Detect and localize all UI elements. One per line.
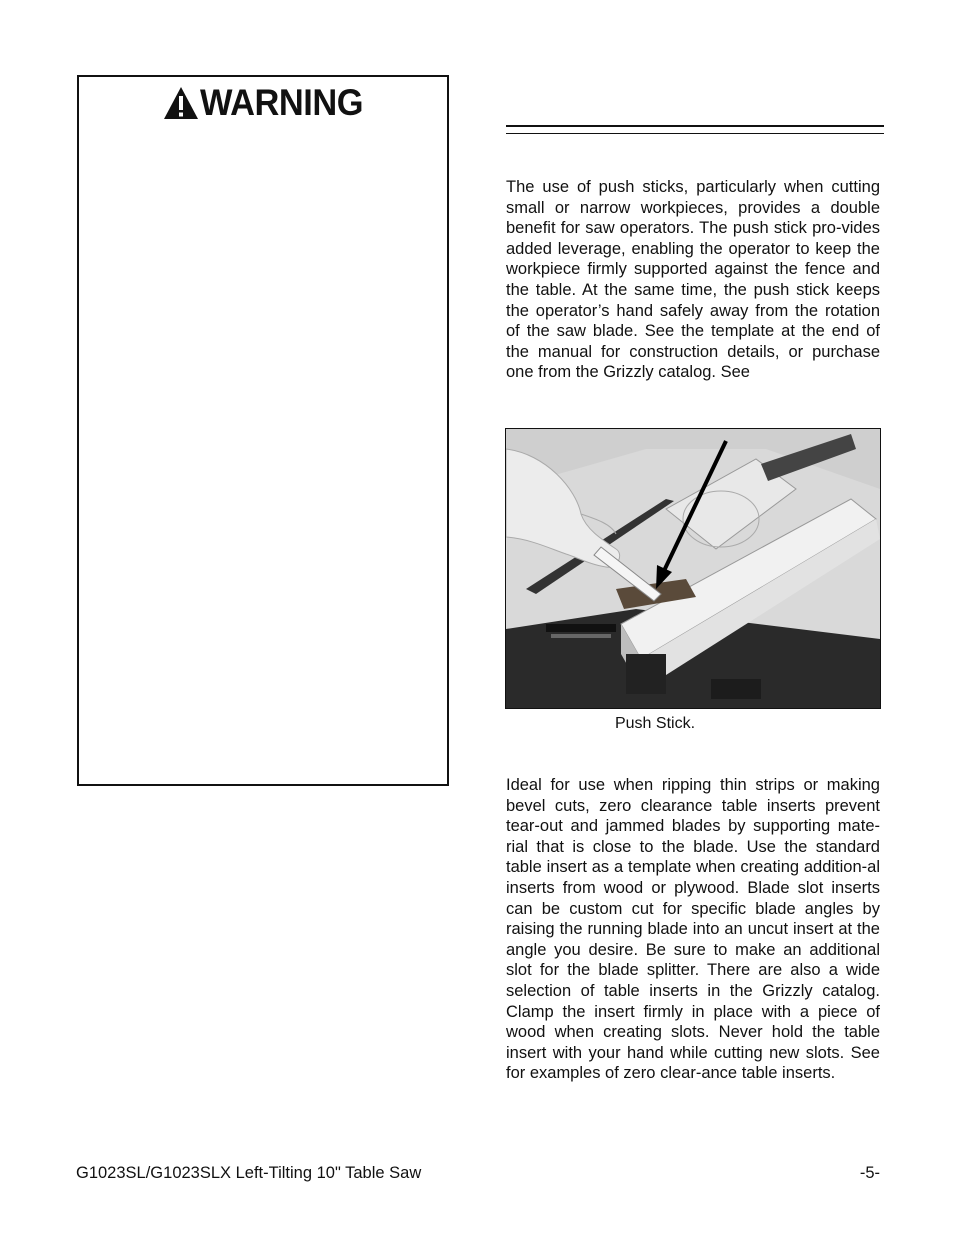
zero-clearance-paragraph: Ideal for use when ripping thin strips or making bevel cuts, zero clearance table inserts prevent tear-out and jammed blades by supporting mate-rial that is close to the blade. Use the standard table insert as a template when creating addition-al inserts from wood or plywood. Blade slot inserts can be custom cut for specific blade angles by raising the running blade into an uncut insert at the angle you desire. Be sure to make an additional slot for the blade splitter. There are also a wide selection of table inserts in the Grizzly catalog. Clamp the insert firmly in place with a piece of wood when creating slots. Never hold the table insert with your hand while cutting new slots. See for examples of zero clear-ance table inserts.: [506, 776, 880, 1083]
warning-box: [77, 75, 449, 786]
footer-title: G1023SL/G1023SLX Left-Tilting 10" Table Saw: [76, 1164, 422, 1182]
warning-title: WARNING: [200, 82, 364, 123]
warning-header: [163, 83, 375, 123]
push-stick-photo: [505, 428, 881, 709]
section-rule-top: [506, 125, 884, 127]
warning-triangle-icon: [163, 86, 199, 120]
page-number: -5-: [859, 1164, 880, 1182]
push-stick-caption: Push Stick.: [614, 715, 696, 732]
section-rule-bottom: [506, 133, 884, 134]
push-stick-paragraph: The use of push sticks, particularly when cutting small or narrow workpieces, provides a double benefit for saw operators. The push stick pro-vides added leverage, enabling the operator to keep the workpiece firmly supported against the fence and the table. At the same time, the push stick keeps the operator’s hand safely away from the rotation of the saw blade. See the template at the end of the manual for construction details, or purchase one from the Grizzly catalog. See: [506, 178, 880, 382]
